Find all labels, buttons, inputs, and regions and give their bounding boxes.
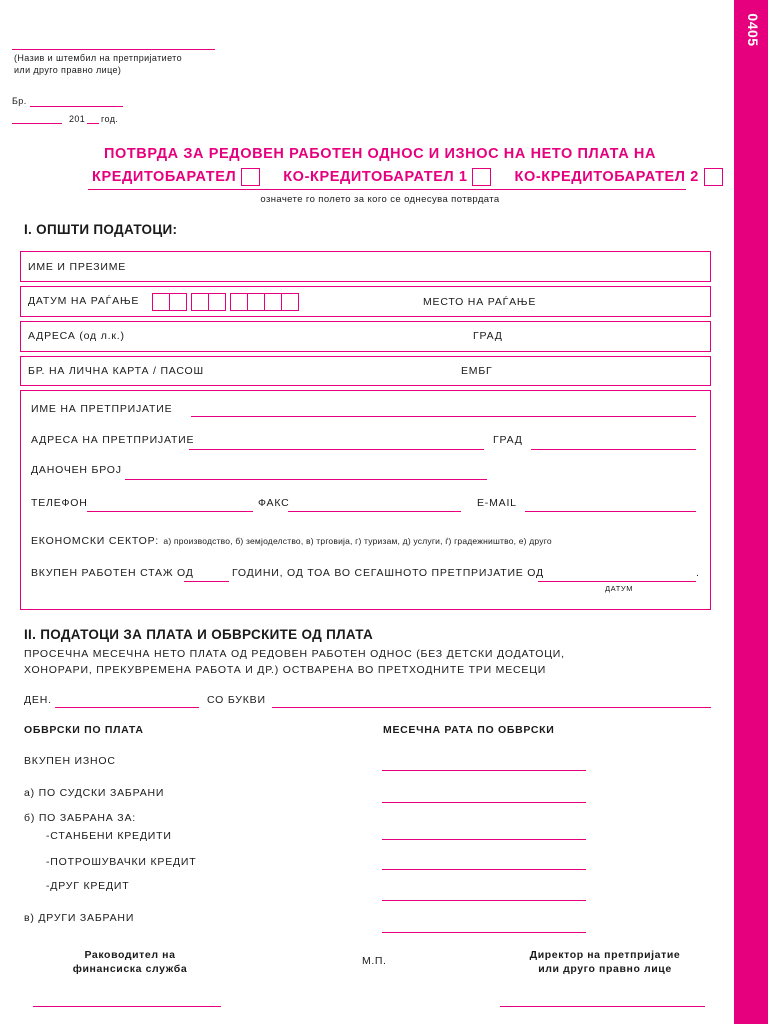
service-end: . [696,567,700,579]
company-city-field[interactable] [531,449,696,450]
dob-digit-box[interactable] [208,293,226,311]
title-underline [88,189,686,190]
court-bans-field[interactable] [382,802,586,803]
finance-head-signature-line[interactable] [33,1006,221,1007]
year-suffix: год. [101,114,119,124]
city-label: ГРАД [473,330,503,342]
total-amount-label: ВКУПЕН ИЗНОС [24,755,116,767]
date-field[interactable] [12,123,62,124]
option-creditor-label: КРЕДИТОБАРАТЕЛ [92,168,237,185]
court-bans-label: а) ПО СУДСКИ ЗАБРАНИ [24,787,165,799]
address-row[interactable] [20,321,711,352]
other-bans-label: в) ДРУГИ ЗАБРАНИ [24,912,135,924]
company-name-field[interactable] [191,416,696,417]
sector-options[interactable]: а) производство, б) земјоделство, в) трговија, г) туризам, д) услуги, ѓ) градежништво, е) друго [163,536,552,546]
ban-for-label: б) ПО ЗАБРАНА ЗА: [24,812,136,824]
other-loan-label: -ДРУГ КРЕДИТ [46,880,130,892]
finance-head-caption: Раководител на финансиска служба [72,949,188,975]
company-address-label: АДРЕСА НА ПРЕТПРИЈАТИЕ [31,434,195,446]
date-caption: ДАТУМ [605,584,634,593]
email-label: E-MAIL [477,497,517,509]
housing-loans-field[interactable] [382,839,586,840]
id-label: БР. НА ЛИЧНА КАРТА / ПАСОШ [28,365,204,377]
total-amount-field[interactable] [382,770,586,771]
tax-number-label: ДАНОЧЕН БРОЈ [31,464,122,476]
fax-label: ФАКС [258,497,290,509]
dob-digit-box[interactable] [169,293,187,311]
dob-digit-box[interactable] [191,293,209,311]
company-name-label: ИМЕ НА ПРЕТПРИЈАТИЕ [31,403,173,415]
other-loan-field[interactable] [382,900,586,901]
option-cocreditor2-label: КО-КРЕДИТОБАРАТЕЛ 2 [514,168,699,185]
salary-description-line2: ХОНОРАРИ, ПРЕКУВРЕМЕНА РАБОТА И ДР.) ОСТВАРЕНА ВО ПРЕТХОДНИТЕ ТРИ МЕСЕЦИ [24,664,547,676]
year-field[interactable] [87,123,99,124]
birthplace-label: МЕСТО НА РАЃАЊЕ [423,296,537,308]
form-code: 0405 [745,13,761,47]
total-years-field[interactable] [184,581,229,582]
service-label-a: ВКУПЕН РАБОТЕН СТАЖ ОД [31,567,194,579]
number-label: Бр. [12,96,27,106]
address-label: АДРЕСА (од л.к.) [28,330,125,342]
consumer-loan-label: -ПОТРОШУВАЧКИ КРЕДИТ [46,856,197,868]
other-bans-field[interactable] [382,932,586,933]
option-cocreditor2-checkbox[interactable] [704,168,723,186]
fax-field[interactable] [288,511,461,512]
title-options [92,168,723,186]
dob-label: ДАТУМ НА РАЃАЊЕ [28,295,140,307]
year-label: 201 [69,114,86,124]
obligations-header: ОБВРСКИ ПО ПЛАТА [24,724,144,736]
number-field[interactable] [30,106,123,107]
title-note: означете го полето за кого се однесува потврдата [260,194,500,205]
form-title: ПОТВРДА ЗА РЕДОВЕН РАБОТЕН ОДНОС И ИЗНОС НА НЕТО ПЛАТА НА [103,146,657,162]
monthly-rate-header: МЕСЕЧНА РАТА ПО ОБВРСКИ [383,724,555,736]
company-block [20,390,711,610]
name-row[interactable] [20,251,711,282]
dob-digit-box[interactable] [247,293,265,311]
phone-label: ТЕЛЕФОН [31,497,88,509]
embg-label: ЕМБГ [461,365,493,377]
company-city-label: ГРАД [493,434,523,446]
director-signature-line[interactable] [500,1006,705,1007]
option-cocreditor1-checkbox[interactable] [472,168,491,186]
dob-digit-box[interactable] [152,293,170,311]
housing-loans-label: -СТАНБЕНИ КРЕДИТИ [46,830,172,842]
consumer-loan-field[interactable] [382,869,586,870]
sector-label: ЕКОНОМСКИ СЕКТОР: [31,535,159,547]
tax-number-field[interactable] [125,479,487,480]
service-label-b: ГОДИНИ, ОД ТОА ВО СЕГАШНОТО ПРЕТПРИЈАТИЕ ОД [232,567,544,579]
economic-sector [31,531,552,549]
company-address-field[interactable] [189,449,484,450]
company-caption: (Назив и штембил на претпријатието или друго правно лице) [14,53,183,75]
option-cocreditor1-label: КО-КРЕДИТОБАРАТЕЛ 1 [283,168,468,185]
section2-heading: II. ПОДАТОЦИ ЗА ПЛАТА И ОБВРСКИТЕ ОД ПЛАТА [24,627,374,642]
dob-digit-box[interactable] [281,293,299,311]
name-label: ИМЕ И ПРЕЗИМЕ [28,261,127,273]
id-row[interactable] [20,356,711,386]
in-words-label: СО БУКВИ [207,694,266,706]
dob-row [20,286,711,317]
director-caption: Директор на претпријатие или друго правно лице [529,949,681,975]
dob-digit-box[interactable] [264,293,282,311]
stamp-place-label: М.П. [362,955,387,967]
email-field[interactable] [525,511,696,512]
salary-description-line1: ПРОСЕЧНА МЕСЕЧНА НЕТО ПЛАТА ОД РЕДОВЕН РАБОТЕН ОДНОС (БЕЗ ДЕТСКИ ДОДАТОЦИ, [24,648,565,660]
phone-field[interactable] [87,511,253,512]
option-creditor-checkbox[interactable] [241,168,260,186]
salary-amount-field[interactable] [55,707,199,708]
dob-digit-box[interactable] [230,293,248,311]
current-company-date-field[interactable] [538,581,696,582]
salary-in-words-field[interactable] [272,707,711,708]
company-stamp-line[interactable] [12,49,215,50]
section1-heading: I. ОПШТИ ПОДАТОЦИ: [24,222,178,237]
dob-boxes[interactable] [152,293,310,311]
den-label: ДЕН. [24,694,52,706]
